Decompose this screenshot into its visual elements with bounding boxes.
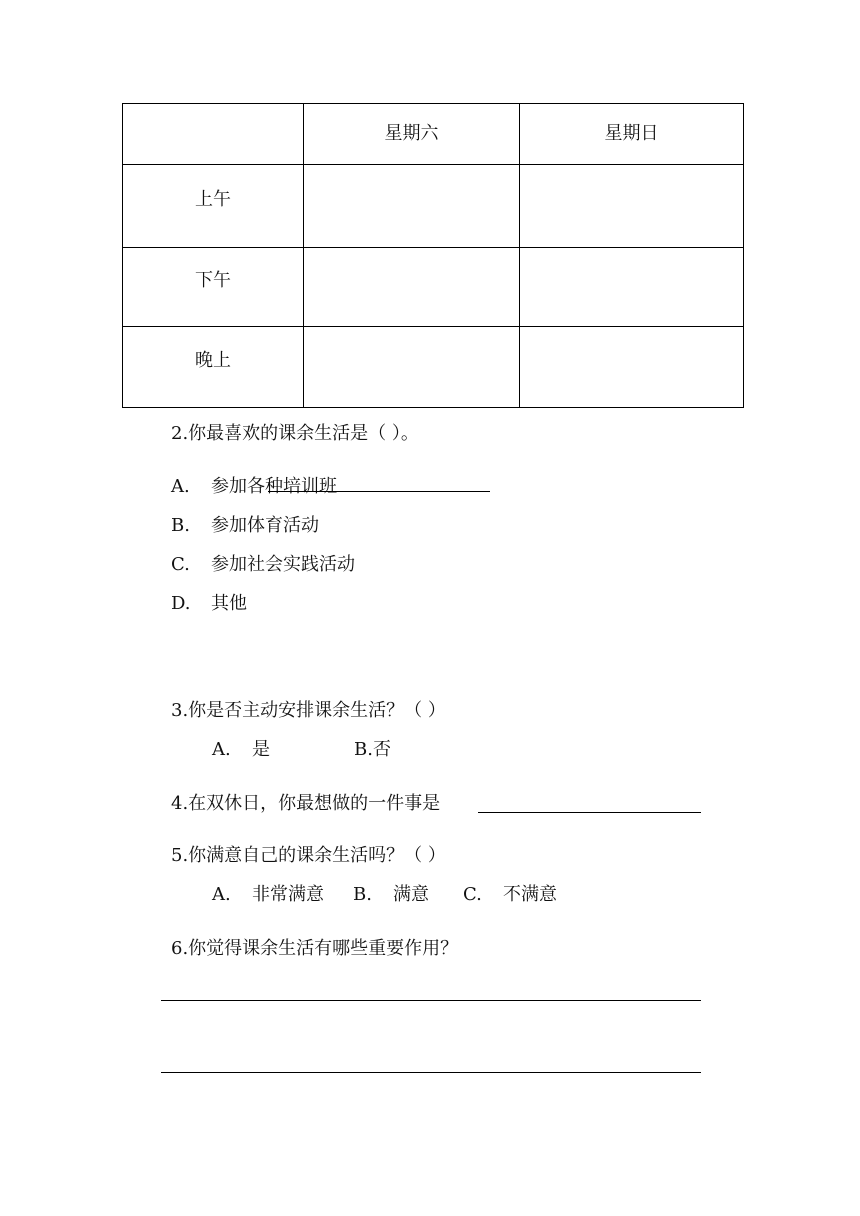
q2-option-a[interactable] bbox=[171, 475, 337, 499]
option-text: 不满意 bbox=[503, 884, 557, 905]
option-text: 非常满意 bbox=[252, 884, 324, 905]
cell-sunday-morning[interactable] bbox=[520, 165, 744, 248]
answer-underline bbox=[268, 491, 490, 492]
option-text: 满意 bbox=[393, 884, 429, 905]
question-4: 4.在双休日，你最想做的一件事是 bbox=[171, 793, 441, 814]
question-3: 3.你是否主动安排课余生活？（ ） bbox=[171, 700, 446, 721]
header-saturday: 星期六 bbox=[304, 104, 520, 165]
question-2: 2.你最喜欢的课余生活是（ ）。 bbox=[171, 423, 419, 444]
option-text: 其他 bbox=[211, 593, 247, 614]
option-letter: B. bbox=[171, 515, 190, 536]
table-row bbox=[123, 248, 744, 327]
option-letter: D. bbox=[171, 593, 191, 614]
q2-option-b[interactable] bbox=[171, 514, 319, 538]
q5-option-c[interactable] bbox=[463, 883, 557, 907]
cell-saturday-morning[interactable] bbox=[304, 165, 520, 248]
table-row bbox=[123, 327, 744, 408]
option-letter: C. bbox=[463, 884, 482, 905]
q6-answer-line-1[interactable] bbox=[161, 1000, 701, 1001]
option-text: 是 bbox=[252, 739, 270, 760]
q5-option-a[interactable] bbox=[212, 883, 324, 907]
q2-option-c[interactable] bbox=[171, 553, 355, 577]
header-sunday: 星期日 bbox=[520, 104, 744, 165]
table-row bbox=[123, 165, 744, 248]
row-label-evening: 晚上 bbox=[123, 327, 304, 408]
option-letter: B. bbox=[353, 884, 372, 905]
option-letter: A. bbox=[212, 739, 231, 760]
q4-answer-line[interactable] bbox=[478, 812, 701, 813]
option-letter: C. bbox=[171, 554, 190, 575]
row-label-morning: 上午 bbox=[123, 165, 304, 248]
question-6: 6.你觉得课余生活有哪些重要作用？ bbox=[171, 938, 459, 959]
cell-saturday-evening[interactable] bbox=[304, 327, 520, 408]
q2-option-d[interactable] bbox=[171, 592, 247, 616]
cell-saturday-afternoon[interactable] bbox=[304, 248, 520, 327]
q6-answer-line-2[interactable] bbox=[161, 1072, 701, 1073]
table-header-row bbox=[123, 104, 744, 165]
option-text: 参加社会实践活动 bbox=[211, 554, 355, 575]
weekend-schedule-table bbox=[122, 103, 744, 408]
cell-sunday-afternoon[interactable] bbox=[520, 248, 744, 327]
q3-option-b[interactable]: B.否 bbox=[354, 739, 391, 760]
q3-option-a[interactable] bbox=[212, 738, 270, 762]
row-label-afternoon: 下午 bbox=[123, 248, 304, 327]
option-text: 参加各种培训班 bbox=[211, 476, 337, 497]
option-text: 参加体育活动 bbox=[211, 515, 319, 536]
option-letter: A. bbox=[212, 884, 231, 905]
table-corner-cell bbox=[123, 104, 304, 165]
cell-sunday-evening[interactable] bbox=[520, 327, 744, 408]
q5-option-b[interactable] bbox=[353, 883, 429, 907]
question-5: 5.你满意自己的课余生活吗？（ ） bbox=[171, 845, 446, 866]
option-letter: A. bbox=[171, 476, 190, 497]
